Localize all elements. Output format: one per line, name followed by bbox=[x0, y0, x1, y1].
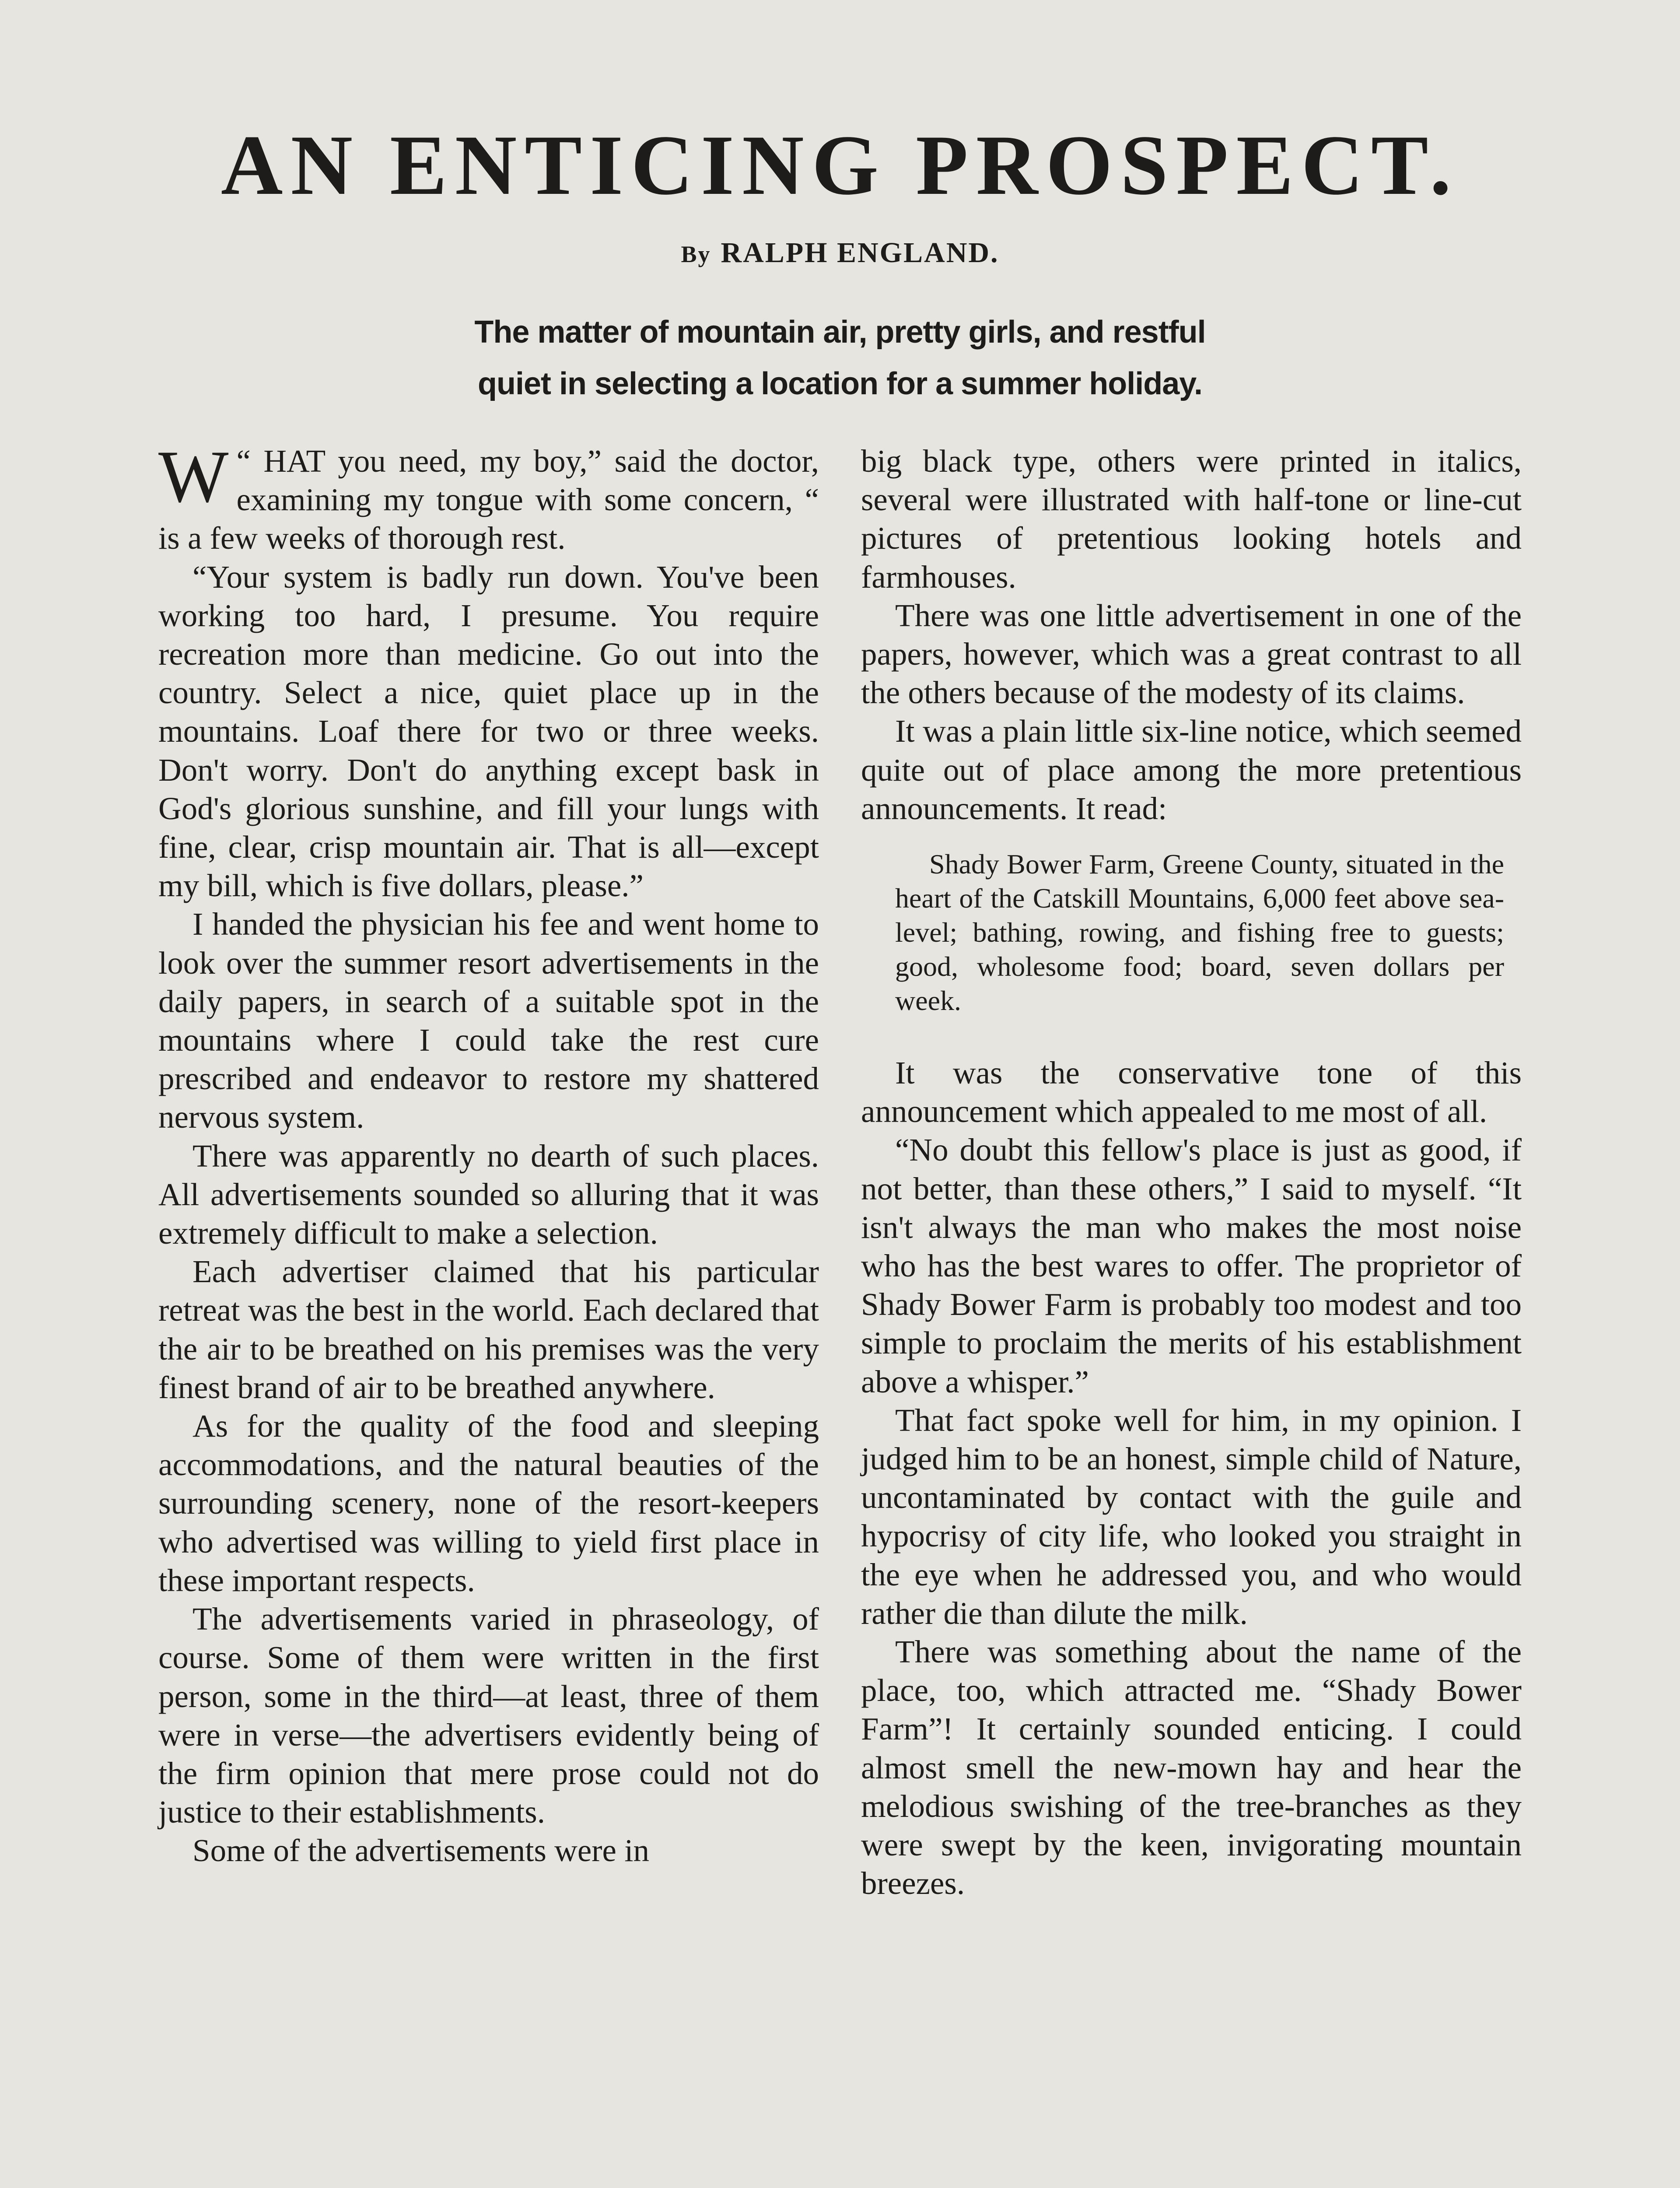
paragraph-text: “ HAT you need, my boy,” said the doctor, examining my tongue with some concern, “ is a few weeks of thorough rest. bbox=[158, 443, 819, 556]
advertisement-notice bbox=[895, 847, 1504, 1018]
paragraph: That fact spoke well for him, in my opinion. I judged him to be an honest, simple child of Nature, uncontaminated by contact with the guile and hypocrisy of city life, who looked you straight in the eye when he addressed you, and who would rather die than dilute the milk. bbox=[861, 1402, 1522, 1631]
right-column bbox=[861, 442, 1522, 1903]
left-column bbox=[158, 435, 819, 1870]
article-title: AN ENTICING PROSPECT. bbox=[220, 118, 1460, 213]
drop-cap: W bbox=[158, 435, 229, 518]
paragraph: “No doubt this fellow's place is just as good, if not better, than these others,” I said to myself. “It isn't always the man who makes the most noise who has the best wares to offer. The proprietor of Shady Bower Farm is probably too modest and too simple to proclaim the merits of his establishment above a whisper.” bbox=[861, 1132, 1522, 1399]
paragraph: There was apparently no dearth of such places. All advertisements sounded so alluring that it was extremely difficult to make a selection. bbox=[158, 1138, 819, 1251]
paragraph: It was the conservative tone of this announcement which appealed to me most of all. bbox=[861, 1055, 1522, 1129]
paragraph: Some of the advertisements were in bbox=[192, 1833, 649, 1869]
paragraph: There was something about the name of the place, too, which attracted me. “Shady Bower Farm”! It certainly sounded enticing. I could almost smell the new-mown hay and hear the melodious swishing of the tree-branches as they were swept by the keen, invigorating mountain breezes. bbox=[861, 1634, 1522, 1901]
paragraph: Each advertiser claimed that his particular retreat was the best in the world. Each declared that the air to be breathed on his premises was the very finest brand of air to be breathed anywhere. bbox=[158, 1254, 819, 1405]
paragraph: It was a plain little six-line notice, which seemed quite out of place among the more pretentious announcements. It read: bbox=[861, 713, 1522, 826]
paragraph: “Your system is badly run down. You've been working too hard, I presume. You require recreation more than medicine. Go out into the country. Select a nice, quiet place up in the mountains. Loaf there for two or three weeks. Don't worry. Don't do anything except bask in God's glorious sunshine, and fill your lungs with fine, clear, crisp mountain air. That is all—except my bill, which is five dollars, please.” bbox=[158, 559, 819, 904]
paragraph: big black type, others were printed in italics, several were illustrated with half-tone or line-cut pictures of pretentious looking hotels and farmhouses. bbox=[861, 443, 1522, 595]
byline-by: By bbox=[681, 241, 711, 267]
subtitle-line-2: quiet in selecting a location for a summer holiday. bbox=[477, 366, 1202, 401]
paragraph: The advertisements varied in phraseology, of course. Some of them were written in the first person, some in the third—at least, three of them were in verse—the advertisers evidently being of the firm opinion that mere prose could not do justice to their establishments. bbox=[158, 1601, 819, 1830]
subtitle-line-1: The matter of mountain air, pretty girls, and restful bbox=[474, 315, 1206, 350]
paragraph: I handed the physician his fee and went home to look over the summer resort advertisements in the daily papers, in search of a suitable spot in the mountains where I could take the rest cure prescribed and endeavor to restore my shattered nervous system. bbox=[158, 906, 819, 1135]
byline bbox=[0, 236, 1680, 270]
author-name: RALPH ENGLAND. bbox=[721, 237, 999, 269]
paragraph: There was one little advertisement in one of the papers, however, which was a great contrast to all the others because of the modesty of its claims. bbox=[861, 597, 1522, 711]
notice-text: Shady Bower Farm, Greene County, situated in the heart of the Catskill Mountains, 6,000 feet above sea-level; bathing, rowing, and fishing free to guests; good, wholesome food; board, seven dollars per week. bbox=[895, 849, 1504, 1017]
paragraph bbox=[158, 435, 819, 558]
paragraph: As for the quality of the food and sleeping accommodations, and the natural beauties of the surrounding scenery, none of the resort-keepers who advertised was willing to yield first place in these important respects. bbox=[158, 1408, 819, 1598]
article-subtitle bbox=[341, 306, 1339, 410]
